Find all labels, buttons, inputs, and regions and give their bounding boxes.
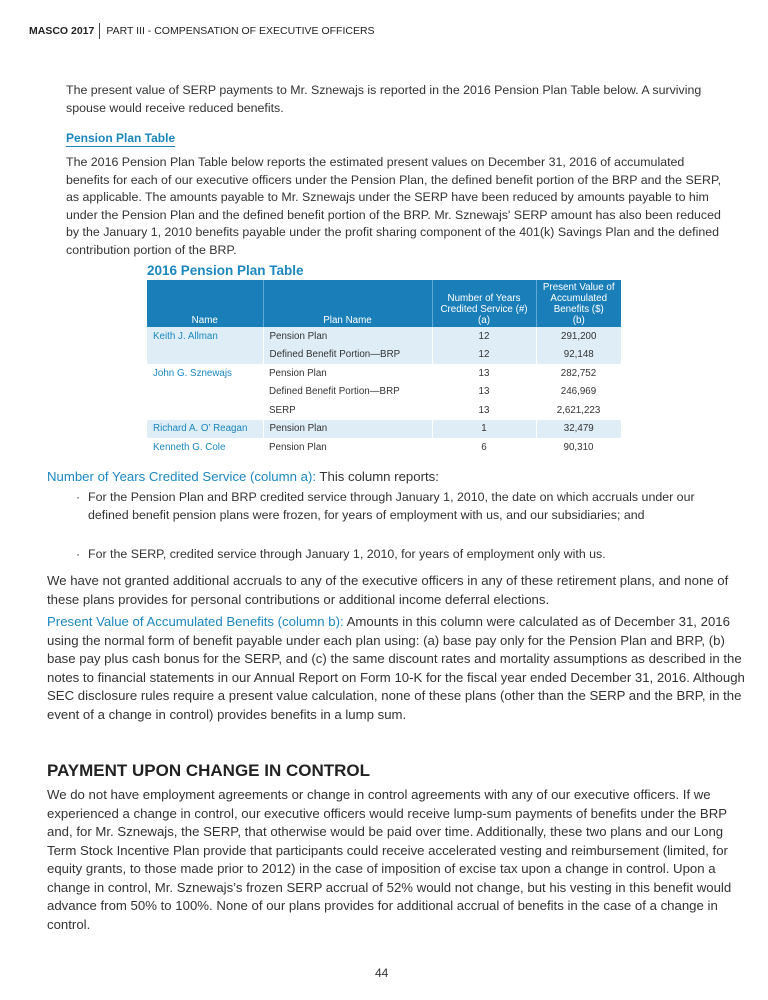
change-control-paragraph: We do not have employment agreements or change in control agreements with any of our executive officers. If we experienced a change in control, our executive officers would receive lump-sum payments of benefits under the BRP and, for Mr. Sznewajs, the SERP, that otherwise would be paid over time. Additionally, these two plans and our Long Term Stock Incentive Plan provide that participants could receive accelerated vesting and reimbursement (limited, for equity grants, to those made prior to 2012) in the case of imposition of excise tax upon a change in control. Upon a change in control, Mr. Sznewajs’s frozen SERP accrual of 52% would not change, but his vesting in this benefit would advance from 50% to 100%. None of our plans provides for additional accrual of benefits in the case of a change in control. <box>47 787 732 932</box>
cell-years: 1 <box>432 420 536 439</box>
cell-plan: Pension Plan <box>263 327 432 346</box>
cell-plan: Defined Benefit Portion—BRP <box>263 346 432 365</box>
bullet-icon: · <box>76 490 81 504</box>
table-row <box>147 327 621 346</box>
cell-plan: Defined Benefit Portion—BRP <box>269 386 400 398</box>
table-row <box>147 420 621 439</box>
col-header-years: Number of Years Credited Service (#) (a) <box>432 280 536 327</box>
cell-plan: Pension Plan <box>269 367 327 379</box>
cell-name: John G. Sznewajs <box>153 367 232 379</box>
cell-years: 13 <box>478 404 490 416</box>
table-header-row <box>147 280 621 327</box>
column-b-text: Amounts in this column were calculated as of December 31, 2016 using the normal form of benefit payable under each plan using: (a) base pay only for the Pension Plan and BRP, (b) base pay plus cash bonus for the SERP, and (c) the same discount rates and mortality assumptions as described in the notes to financial statements in our Annual Report on Form 10-K for the fiscal year ended December 31, 2016. Although SEC disclosure rules require a present value calculation, none of these plans (other than the SERP and the BRP, in the event of a change in control) provides benefits in a lump sum. <box>47 614 745 722</box>
bullet-icon: · <box>76 547 81 561</box>
pension-plan-table-link[interactable]: Pension Plan Table <box>66 131 176 145</box>
cell-name: Keith J. Allman <box>147 327 263 346</box>
cell-name <box>147 346 263 365</box>
cell-years: 12 <box>432 346 536 365</box>
table-row <box>147 346 621 365</box>
brand-label: MASCO 2017 <box>29 25 95 37</box>
page-header <box>29 23 375 39</box>
cell-name: Kenneth G. Cole <box>153 441 226 453</box>
pension-plan-table <box>147 280 621 457</box>
section-label: PART III - COMPENSATION OF EXECUTIVE OFFICERS <box>106 25 375 37</box>
cell-value: 246,969 <box>560 386 597 398</box>
bullet-item: · For the Pension Plan and BRP credited service through January 1, 2010, the date on which accruals under our defined benefit pension plans were frozen, for years of employment with us, and our subsidiaries; and <box>76 490 695 522</box>
cell-value: 92,148 <box>536 346 621 365</box>
intro-paragraph: The present value of SERP payments to Mr. Sznewajs is reported in the 2016 Pension Plan Table below. A surviving spouse would receive reduced benefits. <box>66 83 702 115</box>
table-description: The 2016 Pension Plan Table below reports the estimated present values on December 31, 2016 of accumulated benefits for each of our executive officers under the Pension Plan, the defined benefit portion of the BRP and the SERP, as applicable. The amounts payable to Mr. Sznewajs under the SERP have been reduced by amounts payable to him under the Pension Plan and the defined benefit portion of the BRP. Mr. Sznewajs' SERP amount has also been reduced by the January 1, 2010 benefits payable under the profit sharing component of the 401(k) Savings Plan and the defined contribution portion of the BRP. <box>66 155 722 257</box>
cell-plan: Pension Plan <box>269 441 327 453</box>
column-b-paragraph <box>47 613 747 724</box>
cell-years: 13 <box>478 367 490 379</box>
table-row <box>147 364 621 383</box>
col-header-plan: Plan Name <box>263 280 432 327</box>
cell-plan: SERP <box>269 404 296 416</box>
column-b-label: Present Value of Accumulated Benefits (column b): <box>47 614 344 629</box>
table-row <box>147 383 621 402</box>
cell-value: 32,479 <box>536 420 621 439</box>
header-divider <box>99 23 100 39</box>
cell-name: Richard A. O’ Reagan <box>147 420 263 439</box>
change-control-heading: PAYMENT UPON CHANGE IN CONTROL <box>47 761 371 780</box>
table-row <box>147 438 621 457</box>
cell-years: 12 <box>432 327 536 346</box>
table-row <box>147 401 621 420</box>
cell-plan: Pension Plan <box>263 420 432 439</box>
accruals-paragraph: We have not granted additional accruals to any of the executive officers in any of these retirement plans, and none of these plans provides for personal contributions or additional income deferral elections. <box>47 573 729 607</box>
cell-value: 2,621,223 <box>556 404 601 416</box>
cell-value: 282,752 <box>560 367 597 379</box>
cell-value: 90,310 <box>563 441 594 453</box>
col-header-present-value: Present Value of Accumulated Benefits ($) (b) <box>536 280 621 327</box>
cell-name <box>147 401 263 420</box>
cell-years: 13 <box>478 386 490 398</box>
cell-value: 291,200 <box>536 327 621 346</box>
column-a-label: Number of Years Credited Service (column a): <box>47 469 316 484</box>
cell-name <box>147 383 263 402</box>
cell-years: 6 <box>481 441 487 453</box>
col-header-name: Name <box>147 280 263 327</box>
bullet-item: · For the SERP, credited service through January 1, 2010, for years of employment only with us. <box>76 546 736 564</box>
page-number: 44 <box>375 966 389 980</box>
column-a-text: This column reports: <box>316 469 439 484</box>
table-title: 2016 Pension Plan Table <box>147 263 304 278</box>
column-a-paragraph <box>47 468 737 486</box>
